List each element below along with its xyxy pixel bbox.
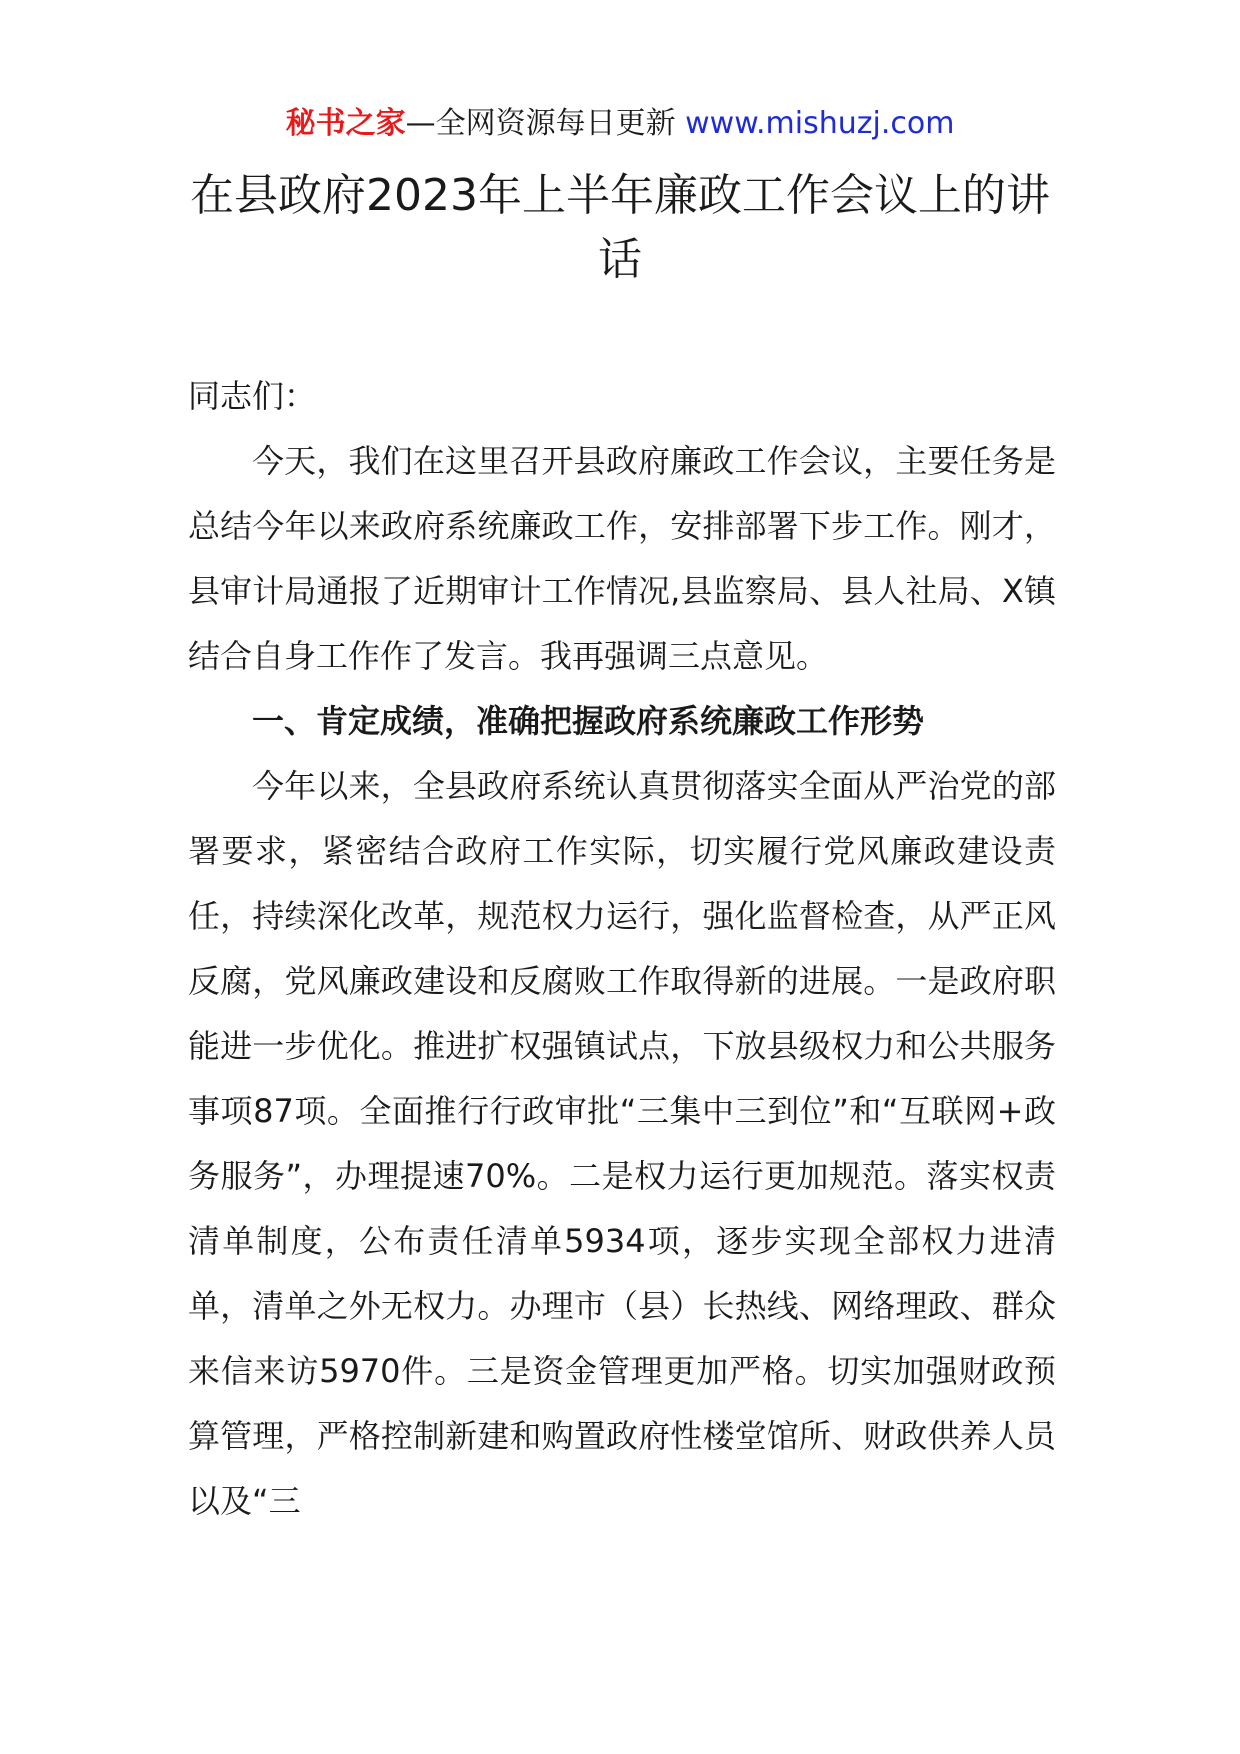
- document-body: [188, 364, 1056, 1534]
- salutation: 同志们：: [188, 377, 317, 415]
- brand-name: 秘书之家: [285, 106, 406, 141]
- section-1-paragraph: 今年以来，全县政府系统认真贯彻落实全面从严治党的部署要求，紧密结合政府工作实际，切实履行党风廉政建设责任，持续深化改革，规范权力运行，强化监督检查，从严正风反腐，党风廉政建设和反腐败工作取得新的进展。一是政府职能进一步优化。推进扩权强镇试点，下放县级权力和公共服务事项87项。全面推行行政审批“三集中三到位”和“互联网+政务服务”，办理提速70%。二是权力运行更加规范。落实权责清单制度，公布责任清单5934项，逐步实现全部权力进清单，清单之外无权力。办理市（县）长热线、网络理政、群众来信来访5970件。三是资金管理更加严格。切实加强财政预算管理，严格控制新建和购置政府性楼堂馆所、财政供养人员以及“三: [188, 767, 1056, 1520]
- site-url-link[interactable]: www.mishuzj.com: [685, 106, 955, 141]
- header-tagline: —全网资源每日更新: [405, 106, 686, 141]
- intro-paragraph: 今天，我们在这里召开县政府廉政工作会议，主要任务是总结今年以来政府系统廉政工作，安排部署下步工作。刚才，县审计局通报了近期审计工作情况,县监察局、县人社局、X镇结合自身工作作了发言。我再强调三点意见。: [188, 442, 1056, 675]
- watermark-header: [0, 104, 1240, 144]
- document-title: 在县政府2023年上半年廉政工作会议上的讲话: [190, 170, 1050, 285]
- section-heading-1: 一、肯定成绩，准确把握政府系统廉政工作形势: [252, 702, 925, 740]
